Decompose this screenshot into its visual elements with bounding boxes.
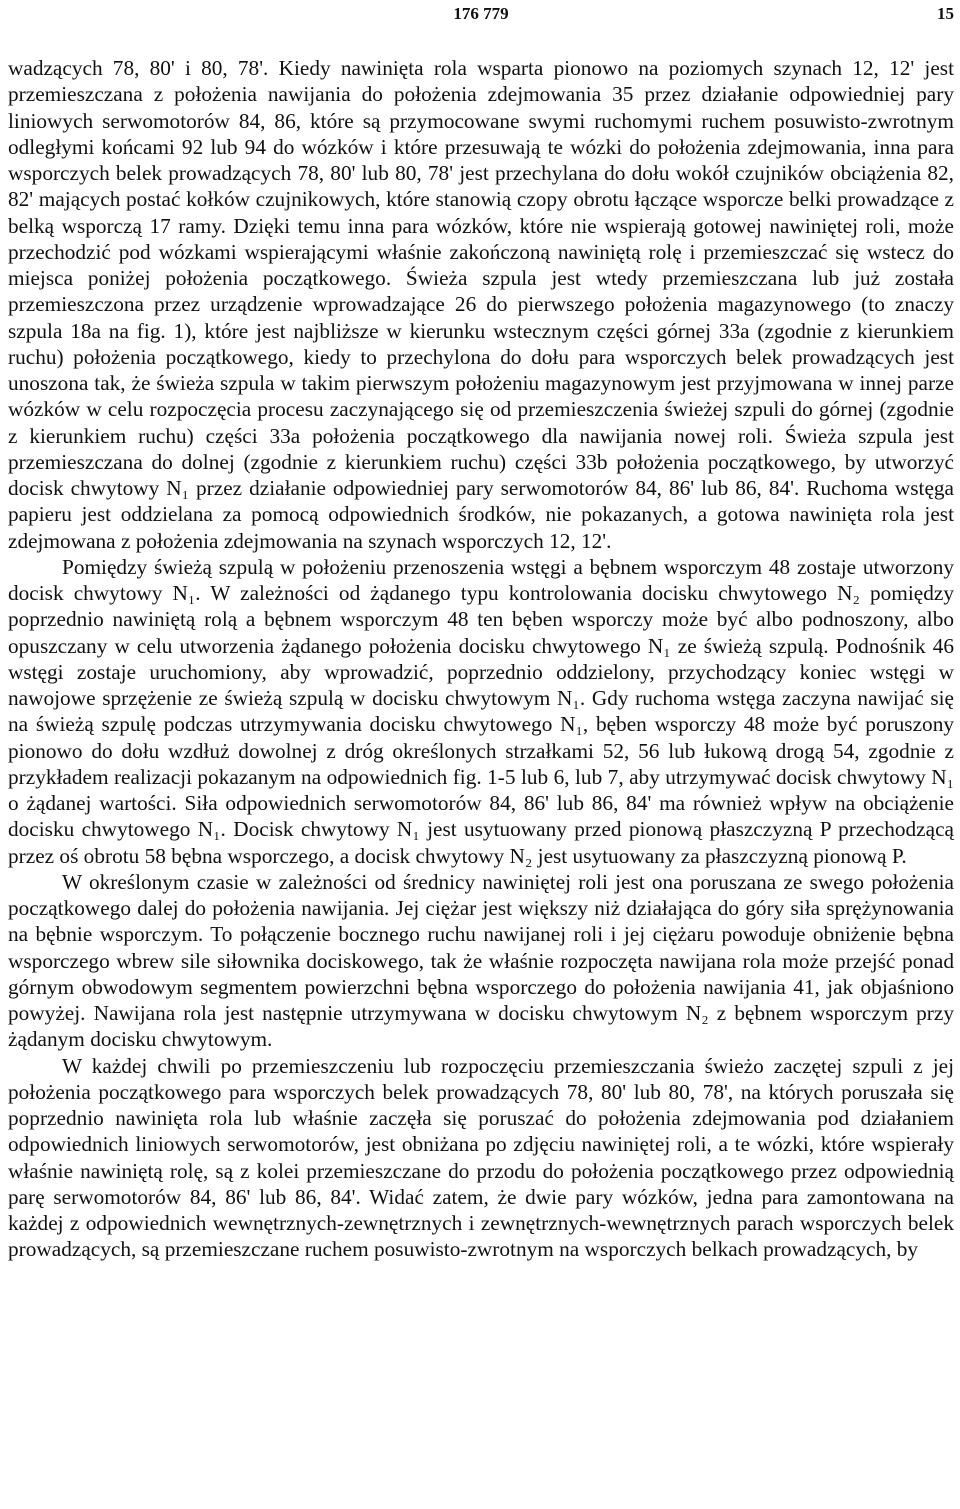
paragraph-4: W każdej chwili po przemieszczeniu lub rozpoczęciu przemieszczania świeżo zaczętej szpuli z jej położenia początkowego para wsporczych belek prowadzących 78, 80' lub 80, 78', na których poruszała się poprzednio nawinięta rola lub właśnie zaczęła się poruszać do położenia zdejmowania pod działaniem odpowiednich liniowych serwomotorów, jest obniżana po zdjęciu nawiniętej roli, a te wózki, które wspierały właśnie nawiniętą rolę, są z kolei przemieszczane do przodu do położenia początkowego przez odpowiednią parę serwomotorów 84, 86' lub 86, 84'. Widać zatem, że dwie pary wózków, jedna para zamontowana na każdej z odpowiednich wewnętrznych-zewnętrznych i zewnętrznych-wewnętrznych parach wsporczych belek prowadzących, są przemieszczane ruchem posuwisto-zwrotnym na wsporczych belkach prowadzących, by [8,1053,954,1262]
paragraph-3: W określonym czasie w zależności od średnicy nawiniętej roli jest ona poruszana ze swego położenia początkowego dalej do położenia nawijania. Jej ciężar jest większy niż działająca do góry siła sprężynowania na bębnie wsporczym. To połączenie bocznego ruchu nawijanej roli i jej ciężaru powoduje obniżenie bębna wsporczego wbrew sile siłownika dociskowego, tak że właśnie rozpoczęta nawijana rola może przejść ponad górnym obwodowym segmentem powierzchni bębna wsporczego do położenia nawijania 41, jak objaśniono powyżej. Nawijana rola jest następnie utrzymywana w docisku chwytowym N₂ z bębnem wsporczym przy żądanym docisku chwytowym. [8,869,954,1052]
paragraph-1: wadzących 78, 80' i 80, 78'. Kiedy nawinięta rola wsparta pionowo na poziomych szynach 12, 12' jest przemieszczana z położenia nawijania do położenia zdejmowania 35 przez działanie odpowiedniej pary liniowych serwomotorów 84, 86, które są przymocowane swymi ruchomymi ruchem posuwisto-zwrotnym odległymi końcami 92 lub 94 do wózków i które przesuwają te wózki do położenia zdejmowania, inna para wsporczych belek prowadzących 78, 80' lub 80, 78' jest przechylana do dołu wokół czujników obciążenia 82, 82' mających postać kołków czujnikowych, które stanowią czopy obrotu łączące wsporcze belki prowadzące z belką wsporczą 17 ramy. Dzięki temu inna para wózków, które nie wspierają gotowej nawiniętej roli, może przechodzić pod wózkami wspierającymi właśnie zakończoną nawiniętą rolę i przemieszczać się wstecz do miejsca poniżej położenia początkowego. Świeża szpula jest wtedy przemieszczana lub już została przemieszczona przez urządzenie wprowadzające 26 do pierwszego położenia magazynowego (to znaczy szpula 18a na fig. 1), które jest najbliższe w kierunku wstecznym części górnej 33a (zgodnie z kierunkiem ruchu) położenia początkowego, kiedy to przechylona do dołu para wsporczych belek prowadzących jest unoszona tak, że świeża szpula w takim pierwszym położeniu magazynowym jest przyjmowana w innej parze wózków w celu rozpoczęcia procesu zaczynającego się od przemieszczenia świeżej szpuli do górnej (zgodnie z kierunkiem ruchu) części 33a położenia początkowego dla nawijania nowej roli. Świeża szpula jest przemieszczana do dolnej (zgodnie z kierunkiem ruchu) części 33b położenia początkowego, by utworzyć docisk chwytowy N₁ przez działanie odpowiedniej pary serwomotorów 84, 86' lub 86, 84'. Ruchoma wstęga papieru jest oddzielana za pomocą odpowiednich środków, nie pokazanych, a gotowa nawinięta rola jest zdejmowana z położenia zdejmowania na szynach wsporczych 12, 12'. [8,56,954,553]
document-body [8,55,954,1263]
patent-number: 176 779 [453,4,509,23]
page-number: 15 [937,4,954,23]
page-header [8,0,954,34]
paragraph-2: Pomiędzy świeżą szpulą w położeniu przenoszenia wstęgi a bębnem wsporczym 48 zostaje utworzony docisk chwytowy N₁. W zależności od żądanego typu kontrolowania docisku chwytowego N₂ pomiędzy poprzednio nawiniętą rolą a bębnem wsporczym 48 ten bęben wsporczy może być albo podnoszony, albo opuszczany w celu utworzenia żądanego położenia docisku chwytowego N₁ ze świeżą szpulą. Podnośnik 46 wstęgi zostaje uruchomiony, aby wprowadzić, poprzednio oddzielony, przychodzący koniec wstęgi w nawojowe sprzężenie ze świeżą szpulą w docisku chwytowym N₁. Gdy ruchoma wstęga zaczyna nawijać się na świeżą szpulę podczas utrzymywania docisku chwytowego N₁, bęben wsporczy 48 może być poruszony pionowo do dołu wzdłuż dowolnej z dróg określonych strzałkami 52, 56 lub łukową drogą 54, zgodnie z przykładem realizacji pokazanym na odpowiednich fig. 1-5 lub 6, lub 7, aby utrzymywać docisk chwytowy N₁ o żądanej wartości. Siła odpowiednich serwomotorów 84, 86' lub 86, 84' ma również wpływ na obciążenie docisku chwytowego N₁. Docisk chwytowy N₁ jest usytuowany przed pionową płaszczyzną P przechodzącą przez oś obrotu 58 bębna wsporczego, a docisk chwytowy N₂ jest usytuowany za płaszczyzną pionową P. [8,554,954,868]
